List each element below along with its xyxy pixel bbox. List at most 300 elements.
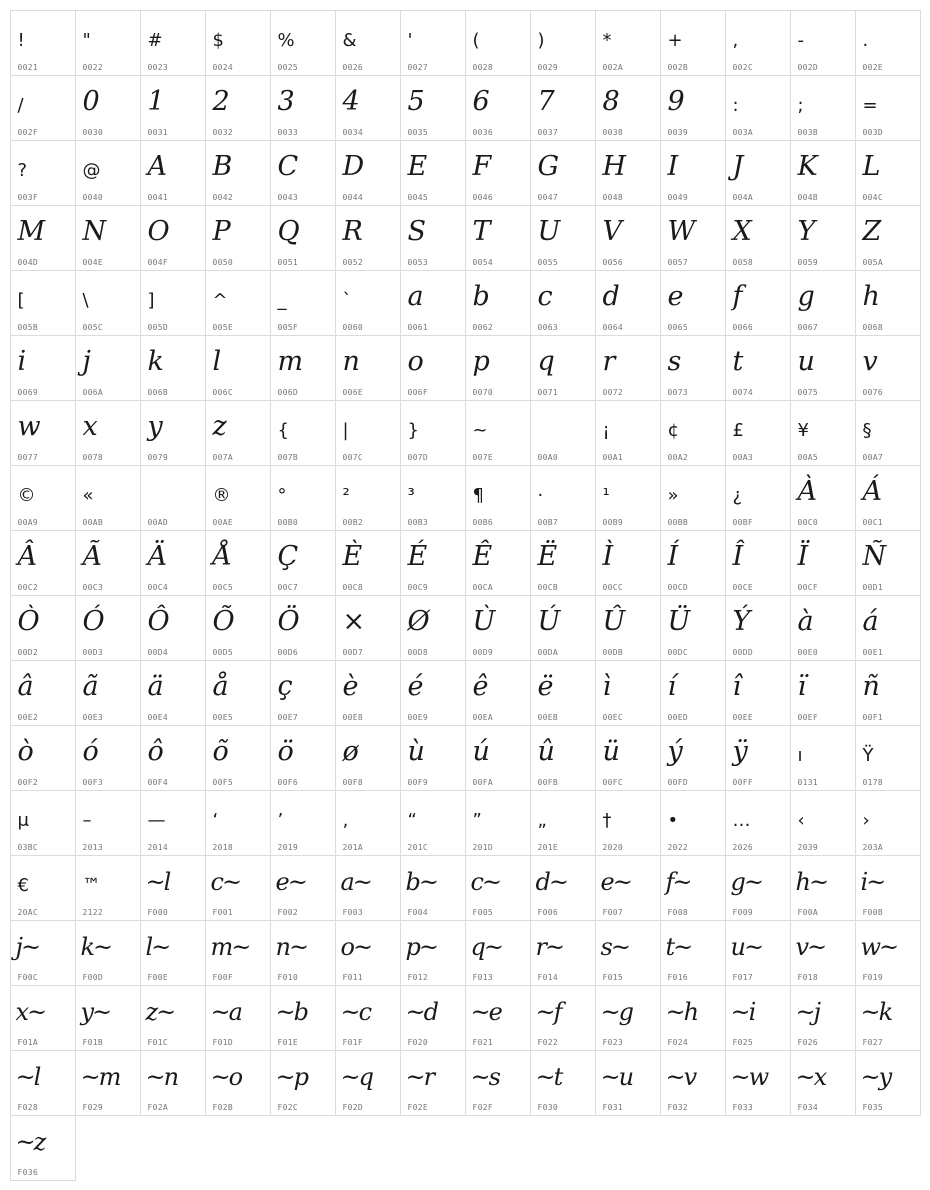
glyph-sample: Í	[667, 540, 679, 572]
glyph-sample: á	[862, 605, 879, 637]
glyph-cell	[10, 205, 76, 271]
glyph-sample: μ	[17, 809, 29, 831]
glyph-sample: î	[732, 670, 742, 702]
glyph-cell	[790, 270, 856, 336]
glyph-sample: M	[17, 215, 46, 247]
glyph-cell	[335, 465, 401, 531]
glyph-code: F01C	[147, 1037, 168, 1047]
glyph-cell	[10, 1115, 76, 1181]
glyph-code: F01A	[17, 1037, 38, 1047]
glyph-cell	[660, 595, 726, 661]
glyph-sample: ~p	[275, 1062, 307, 1091]
glyph-cell	[790, 10, 856, 76]
glyph-code: 005C	[82, 322, 103, 332]
glyph-sample: Â	[17, 540, 37, 572]
glyph-code: 00A0	[537, 452, 558, 462]
glyph-code: F036	[17, 1167, 38, 1177]
glyph-code: 003F	[17, 192, 38, 202]
glyph-code: 0027	[407, 62, 428, 72]
glyph-sample: â	[17, 670, 34, 702]
glyph-cell	[140, 725, 206, 791]
glyph-cell	[400, 10, 466, 76]
glyph-code: 203A	[862, 842, 883, 852]
glyph-code: F004	[407, 907, 428, 917]
glyph-sample: ÿ	[732, 735, 748, 767]
glyph-cell	[725, 855, 791, 921]
glyph-code: 00DB	[602, 647, 623, 657]
glyph-code: F00E	[147, 972, 168, 982]
glyph-code: 0178	[862, 777, 883, 787]
glyph-sample: u~	[730, 932, 763, 961]
glyph-sample: Ÿ	[862, 744, 874, 766]
glyph-code: 00E8	[342, 712, 363, 722]
glyph-cell	[725, 335, 791, 401]
glyph-code: 004E	[82, 257, 103, 267]
glyph-code: 00CD	[667, 582, 688, 592]
glyph-cell	[205, 920, 271, 986]
glyph-sample: +	[667, 29, 683, 51]
glyph-sample: ~n	[145, 1062, 178, 1091]
glyph-cell	[10, 595, 76, 661]
glyph-code: 00E0	[797, 647, 818, 657]
glyph-cell	[400, 790, 466, 856]
glyph-code: 0077	[17, 452, 38, 462]
glyph-cell	[465, 855, 531, 921]
glyph-code: F02B	[212, 1102, 233, 1112]
glyph-cell	[140, 985, 206, 1051]
glyph-cell	[205, 400, 271, 466]
glyph-code: 0034	[342, 127, 363, 137]
glyph-code: 0064	[602, 322, 623, 332]
glyph-code: 0036	[472, 127, 493, 137]
glyph-code: 00F8	[342, 777, 363, 787]
glyph-cell	[205, 465, 271, 531]
glyph-sample: V	[602, 215, 622, 247]
glyph-cell	[10, 270, 76, 336]
glyph-sample: j~	[15, 932, 40, 961]
glyph-sample: -	[797, 29, 804, 51]
glyph-cell	[205, 10, 271, 76]
glyph-cell	[75, 335, 141, 401]
glyph-cell	[400, 270, 466, 336]
glyph-cell	[855, 660, 921, 726]
glyph-sample: Á	[862, 475, 882, 507]
glyph-cell	[10, 790, 76, 856]
glyph-cell	[660, 530, 726, 596]
glyph-sample: £	[732, 419, 744, 441]
glyph-code: 0069	[17, 387, 38, 397]
glyph-cell	[75, 75, 141, 141]
glyph-cell	[75, 270, 141, 336]
glyph-code: 00B3	[407, 517, 428, 527]
glyph-sample: ¢	[667, 419, 679, 441]
glyph-cell	[400, 205, 466, 271]
glyph-sample: „	[537, 809, 547, 831]
glyph-cell	[595, 855, 661, 921]
glyph-code: 00D5	[212, 647, 233, 657]
glyph-sample: %	[277, 29, 295, 51]
glyph-sample: û	[537, 735, 555, 767]
glyph-code: 005B	[17, 322, 38, 332]
glyph-cell	[790, 725, 856, 791]
glyph-code: 2013	[82, 842, 103, 852]
glyph-code: 00DD	[732, 647, 753, 657]
glyph-sample: ~a	[210, 997, 241, 1026]
glyph-code: 0072	[602, 387, 623, 397]
glyph-sample: ²	[342, 484, 350, 506]
glyph-sample: ~c	[340, 997, 371, 1026]
glyph-cell	[530, 140, 596, 206]
glyph-code: 0073	[667, 387, 688, 397]
glyph-cell	[10, 725, 76, 791]
glyph-code: 0079	[147, 452, 168, 462]
glyph-sample: H	[602, 150, 627, 182]
glyph-cell	[140, 660, 206, 726]
glyph-cell	[725, 725, 791, 791]
glyph-code: 00B7	[537, 517, 558, 527]
glyph-sample: ý	[667, 735, 683, 767]
glyph-sample: B	[212, 150, 233, 182]
glyph-sample: g	[797, 280, 815, 312]
glyph-cell	[855, 920, 921, 986]
glyph-sample: _	[277, 289, 287, 311]
glyph-sample: (	[472, 29, 480, 51]
glyph-code: 006B	[147, 387, 168, 397]
glyph-code: 201E	[537, 842, 558, 852]
glyph-sample: ~d	[405, 997, 437, 1026]
glyph-cell	[270, 1050, 336, 1116]
glyph-cell	[270, 595, 336, 661]
glyph-code: 00CA	[472, 582, 493, 592]
glyph-sample: @	[82, 159, 101, 181]
glyph-cell	[270, 790, 336, 856]
glyph-code: 004A	[732, 192, 753, 202]
glyph-sample: «	[82, 484, 94, 506]
glyph-cell	[790, 400, 856, 466]
glyph-cell	[465, 75, 531, 141]
glyph-sample: |	[342, 419, 349, 441]
glyph-code: 00F5	[212, 777, 233, 787]
glyph-sample: ©	[17, 484, 36, 506]
glyph-cell	[855, 10, 921, 76]
glyph-cell	[75, 140, 141, 206]
glyph-sample: `	[342, 289, 352, 311]
glyph-sample: "	[82, 29, 91, 51]
glyph-code: 0060	[342, 322, 363, 332]
glyph-code: 006E	[342, 387, 363, 397]
glyph-cell	[530, 595, 596, 661]
glyph-code: 0056	[602, 257, 623, 267]
glyph-cell	[400, 855, 466, 921]
glyph-cell	[140, 530, 206, 596]
glyph-cell	[660, 465, 726, 531]
glyph-cell	[335, 790, 401, 856]
glyph-cell	[335, 725, 401, 791]
glyph-sample: z~	[145, 997, 175, 1026]
glyph-code: 0043	[277, 192, 298, 202]
glyph-code: 00A1	[602, 452, 623, 462]
glyph-sample: W	[667, 215, 696, 247]
glyph-code: 0031	[147, 127, 168, 137]
glyph-cell	[10, 920, 76, 986]
glyph-code: 0025	[277, 62, 298, 72]
glyph-code: 006A	[82, 387, 103, 397]
glyph-sample: Ñ	[862, 540, 887, 572]
glyph-cell	[790, 855, 856, 921]
glyph-cell	[595, 140, 661, 206]
glyph-sample: Ù	[472, 605, 496, 637]
glyph-code: 0040	[82, 192, 103, 202]
glyph-cell	[465, 920, 531, 986]
glyph-sample: *	[602, 29, 612, 51]
glyph-code: 00AD	[147, 517, 168, 527]
glyph-sample: x	[82, 410, 98, 442]
glyph-cell	[75, 725, 141, 791]
glyph-cell	[335, 335, 401, 401]
glyph-cell	[140, 335, 206, 401]
glyph-sample: w	[17, 410, 41, 442]
glyph-sample: s	[667, 345, 682, 377]
glyph-sample: k~	[80, 932, 112, 961]
glyph-code: 0029	[537, 62, 558, 72]
glyph-code: 2020	[602, 842, 623, 852]
glyph-sample: ~	[472, 419, 488, 441]
glyph-code: 00DA	[537, 647, 558, 657]
glyph-sample: k	[147, 345, 164, 377]
glyph-cell	[140, 790, 206, 856]
glyph-sample: ‘	[212, 809, 219, 831]
glyph-sample: ~l	[145, 867, 170, 896]
glyph-code: 201C	[407, 842, 428, 852]
glyph-sample: õ	[212, 735, 229, 767]
glyph-sample: I	[667, 150, 679, 182]
glyph-sample: 1	[147, 85, 165, 117]
glyph-sample: ‚	[342, 809, 349, 831]
glyph-code: 002F	[17, 127, 38, 137]
glyph-sample: ù	[407, 735, 425, 767]
glyph-sample: Ò	[17, 605, 40, 637]
glyph-cell	[205, 855, 271, 921]
glyph-cell	[10, 335, 76, 401]
glyph-code: 00C5	[212, 582, 233, 592]
glyph-code: F02F	[472, 1102, 493, 1112]
glyph-sample: ê	[472, 670, 489, 702]
glyph-code: 00E3	[82, 712, 103, 722]
glyph-code: 00F1	[862, 712, 883, 722]
glyph-cell	[595, 1050, 661, 1116]
glyph-code: 00EF	[797, 712, 818, 722]
glyph-sample: 5	[407, 85, 425, 117]
glyph-sample: e~	[600, 867, 631, 896]
glyph-sample: é	[407, 670, 424, 702]
glyph-cell	[855, 270, 921, 336]
glyph-sample: ~f	[535, 997, 561, 1026]
glyph-code: F02C	[277, 1102, 298, 1112]
glyph-cell	[335, 400, 401, 466]
glyph-sample: Ö	[277, 605, 300, 637]
glyph-code: 00CF	[797, 582, 818, 592]
glyph-cell	[725, 400, 791, 466]
glyph-sample: 0	[82, 85, 100, 117]
glyph-code: 0046	[472, 192, 493, 202]
glyph-sample: 2	[212, 85, 230, 117]
glyph-cell	[725, 920, 791, 986]
glyph-code: 00F2	[17, 777, 38, 787]
glyph-sample: ~m	[80, 1062, 120, 1091]
glyph-cell	[335, 10, 401, 76]
glyph-cell	[140, 205, 206, 271]
glyph-code: 2018	[212, 842, 233, 852]
glyph-sample: t~	[665, 932, 692, 961]
glyph-cell	[335, 1050, 401, 1116]
glyph-code: 0028	[472, 62, 493, 72]
glyph-sample: ä	[147, 670, 164, 702]
glyph-sample: É	[407, 540, 428, 572]
glyph-cell	[10, 465, 76, 531]
glyph-cell	[595, 335, 661, 401]
glyph-sample: O	[147, 215, 170, 247]
glyph-sample: ~w	[730, 1062, 768, 1091]
glyph-sample: \	[82, 289, 89, 311]
glyph-code: 007C	[342, 452, 363, 462]
glyph-code: F015	[602, 972, 623, 982]
glyph-code: 004F	[147, 257, 168, 267]
glyph-code: F007	[602, 907, 623, 917]
glyph-cell	[75, 530, 141, 596]
glyph-sample: {	[277, 419, 289, 441]
glyph-cell	[595, 920, 661, 986]
glyph-code: F00D	[82, 972, 103, 982]
glyph-cell	[595, 400, 661, 466]
glyph-cell	[530, 920, 596, 986]
glyph-sample: ~z	[15, 1127, 45, 1156]
glyph-code: 00FB	[537, 777, 558, 787]
glyph-sample: c~	[210, 867, 241, 896]
glyph-code: 0033	[277, 127, 298, 137]
glyph-sample: ï	[797, 670, 807, 702]
glyph-cell	[790, 985, 856, 1051]
glyph-sample: h	[862, 280, 880, 312]
glyph-cell	[335, 595, 401, 661]
glyph-code: F01E	[277, 1037, 298, 1047]
glyph-sample: ?	[17, 159, 28, 181]
glyph-cell	[595, 595, 661, 661]
glyph-cell	[660, 660, 726, 726]
glyph-sample: L	[862, 150, 881, 182]
glyph-code: F010	[277, 972, 298, 982]
glyph-sample: D	[342, 150, 365, 182]
glyph-code: 002C	[732, 62, 753, 72]
glyph-cell	[335, 985, 401, 1051]
glyph-code: 00BF	[732, 517, 753, 527]
glyph-sample: …	[732, 809, 751, 831]
glyph-cell	[75, 660, 141, 726]
glyph-sample: n	[342, 345, 360, 377]
glyph-sample: o	[407, 345, 424, 377]
glyph-sample: ~x	[795, 1062, 826, 1091]
glyph-code: 005A	[862, 257, 883, 267]
glyph-code: 00D2	[17, 647, 38, 657]
glyph-sample: f~	[665, 867, 691, 896]
glyph-code: F029	[82, 1102, 103, 1112]
glyph-code: 00B6	[472, 517, 493, 527]
glyph-cell	[595, 790, 661, 856]
glyph-sample: =	[862, 94, 878, 116]
glyph-sample: r	[602, 345, 616, 377]
glyph-sample: Ç	[277, 540, 299, 572]
glyph-sample: u	[797, 345, 815, 377]
glyph-cell	[465, 1050, 531, 1116]
glyph-code: F01D	[212, 1037, 233, 1047]
glyph-code: F021	[472, 1037, 493, 1047]
glyph-code: 0074	[732, 387, 753, 397]
glyph-code: 00E9	[407, 712, 428, 722]
glyph-cell	[335, 270, 401, 336]
glyph-cell	[595, 10, 661, 76]
glyph-code: 03BC	[17, 842, 38, 852]
glyph-code: F011	[342, 972, 363, 982]
glyph-sample: F	[472, 150, 492, 182]
glyph-cell	[400, 595, 466, 661]
glyph-code: 003D	[862, 127, 883, 137]
glyph-code: 0039	[667, 127, 688, 137]
glyph-cell	[855, 855, 921, 921]
glyph-code: F002	[277, 907, 298, 917]
glyph-sample: N	[82, 215, 107, 247]
glyph-code: 00EB	[537, 712, 558, 722]
glyph-cell	[270, 140, 336, 206]
glyph-sample: ú	[472, 735, 490, 767]
glyph-cell	[725, 270, 791, 336]
glyph-cell	[205, 270, 271, 336]
glyph-sample: s~	[600, 932, 629, 961]
glyph-code: 004D	[17, 257, 38, 267]
glyph-sample: ü	[602, 735, 620, 767]
glyph-cell	[140, 400, 206, 466]
glyph-cell	[335, 920, 401, 986]
glyph-cell	[400, 75, 466, 141]
glyph-sample: '	[407, 29, 413, 51]
glyph-code: 002D	[797, 62, 818, 72]
glyph-code: 004B	[797, 192, 818, 202]
glyph-code: 00C2	[17, 582, 38, 592]
glyph-cell	[400, 660, 466, 726]
glyph-cell	[660, 335, 726, 401]
glyph-sample: Ô	[147, 605, 170, 637]
glyph-code: 2039	[797, 842, 818, 852]
glyph-cell	[595, 465, 661, 531]
glyph-sample: ~q	[340, 1062, 372, 1091]
glyph-cell	[660, 400, 726, 466]
glyph-cell	[10, 660, 76, 726]
glyph-code: 00FD	[667, 777, 688, 787]
glyph-code: 0045	[407, 192, 428, 202]
glyph-sample: &	[342, 29, 357, 51]
glyph-code: 00D4	[147, 647, 168, 657]
glyph-code: 00C3	[82, 582, 103, 592]
glyph-cell	[790, 790, 856, 856]
glyph-cell	[595, 75, 661, 141]
glyph-sample: )	[537, 29, 545, 51]
glyph-sample: r~	[535, 932, 564, 961]
glyph-cell	[205, 335, 271, 401]
glyph-sample: y~	[80, 997, 111, 1026]
glyph-sample: Ó	[82, 605, 105, 637]
glyph-code: 0038	[602, 127, 623, 137]
glyph-cell	[205, 530, 271, 596]
glyph-sample: ~b	[275, 997, 307, 1026]
glyph-cell	[140, 1050, 206, 1116]
